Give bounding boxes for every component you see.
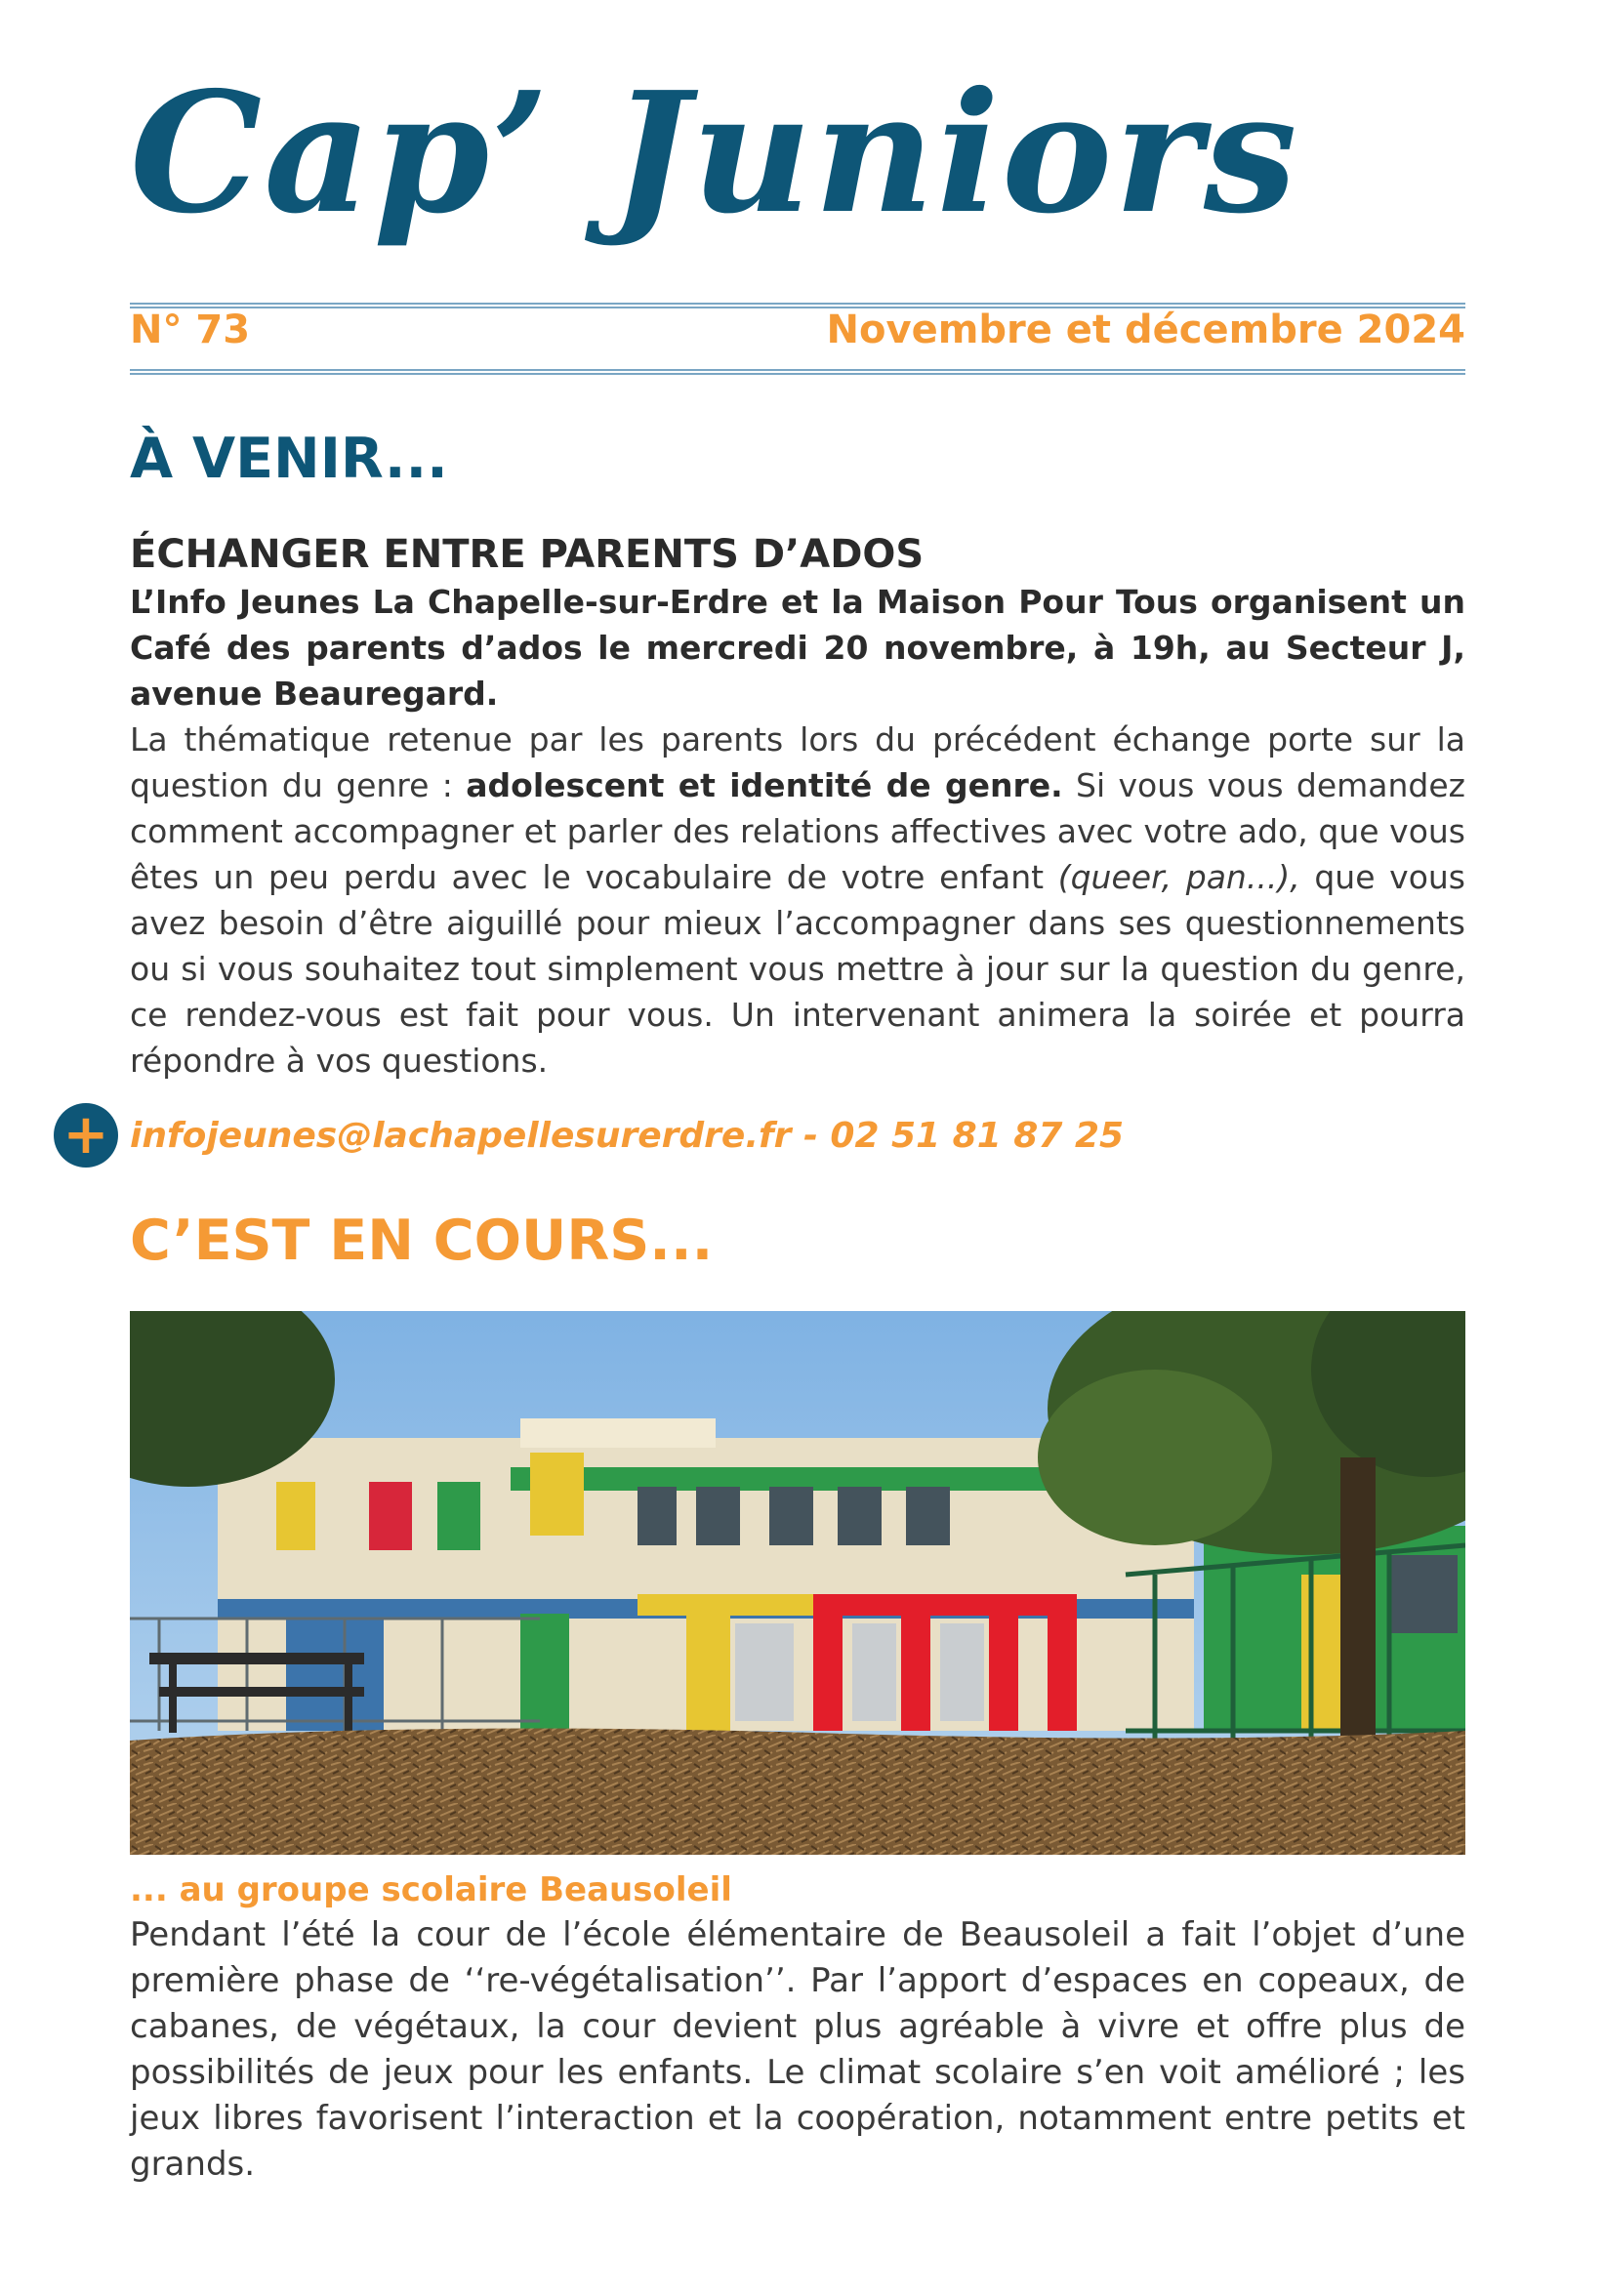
section-heading-upcoming: À VENIR... xyxy=(130,427,448,491)
article-body xyxy=(130,717,1465,1084)
newsletter-title: Cap’ Juniors xyxy=(130,56,1299,251)
body-text-3: que vous avez besoin d’être aiguillé pour mieux l’accompagner dans ses questionnements ou si vous souhaitez tout simplement vous mettre à jour sur la question du genre, ce rendez-vous est fait pour vous. Un intervenant animera la soirée et pourra répondre à vos questions. xyxy=(130,858,1466,1080)
issue-date: Novembre et décembre 2024 xyxy=(826,308,1465,352)
article-lead: L’Info Jeunes La Chapelle-sur-Erdre et la Maison Pour Tous organisent un Café des parents d’ados le mercredi 20 novembre, à 19h, au Secteur J, avenue Beauregard. xyxy=(130,583,1465,713)
article-beausoleil xyxy=(130,1867,1465,2188)
issue-number: N° 73 xyxy=(130,308,251,352)
body-text-bold: adolescent et identité de genre. xyxy=(466,766,1063,804)
school-building-photo xyxy=(130,1311,1465,1855)
contact-line xyxy=(54,1103,1124,1168)
body-text-1: La thématique retenue par les parents lors du précédent échange porte sur la question du genre : xyxy=(130,720,1465,804)
body-text-italic: (queer, pan...), xyxy=(1057,858,1300,896)
plus-icon: + xyxy=(54,1103,118,1168)
article-parents xyxy=(130,530,1465,1084)
article-body: Pendant l’été la cour de l’école élémentaire de Beausoleil a fait l’objet d’une première phase de ‘‘re-végétalisation’’. Par l’apport d’espaces en copeaux, de cabanes, de végétaux, la cour devient plus agréable à vivre et offre plus de possibilités de jeux pour les enfants. Le climat scolaire s’en voit amélioré ; les jeux libres favorisent l’interaction et la coopération, notamment entre petits et grands. xyxy=(130,1915,1465,2184)
masthead-rule-bottom xyxy=(130,369,1465,375)
article-subtitle: ... au groupe scolaire Beausoleil xyxy=(130,1870,732,1909)
section-heading-current: C’EST EN COURS... xyxy=(130,1209,714,1273)
issue-row xyxy=(130,308,1465,352)
article-title: ÉCHANGER ENTRE PARENTS D’ADOS xyxy=(130,532,925,577)
body-text-2: Si vous vous demandez comment accompagner et parler des relations affectives avec votre ado, que vous êtes un peu perdu avec le vocabulaire de votre enfant xyxy=(130,766,1465,896)
contact-link[interactable]: infojeunes@lachapellesurerdre.fr - 02 51 81 87 25 xyxy=(130,1115,1125,1156)
